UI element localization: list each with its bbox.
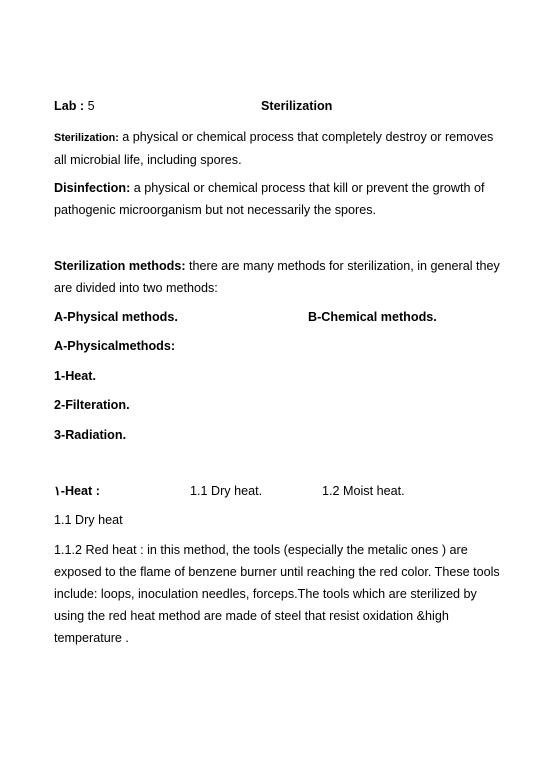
red-heat-paragraph: 1.1.2 Red heat : in this method, the tools (especially the metalic ones ) are exposed to the flame of benzene burner until reaching the red color. These tools include: loops, inoculation needles, forceps.The tools which are sterilized by using the red heat method are made of steel that resist oxidation &high temperature . (54, 543, 500, 645)
lab-header (54, 95, 95, 117)
heat-label: ١-Heat : (54, 484, 100, 498)
list-item: 2-Filteration. (54, 398, 130, 412)
dry-heat-subheading: 1.1 Dry heat (54, 513, 123, 527)
physical-methods-label: A-Physical methods. (54, 310, 178, 324)
methods-text: there are many methods for sterilization, in general they are divided into two methods: (54, 259, 500, 295)
lab-number: 5 (87, 99, 95, 113)
lab-label: Lab : (54, 99, 85, 113)
sterilization-methods (54, 255, 504, 299)
sterilization-definition (54, 126, 504, 171)
chemical-methods-label: B-Chemical methods. (308, 310, 437, 324)
dry-heat-label: 1.1 Dry heat. (190, 484, 263, 498)
disinfection-term: Disinfection: (54, 181, 131, 195)
list-item: 3-Radiation. (54, 428, 127, 442)
page-title: Sterilization (261, 99, 333, 113)
sterilization-text: a physical or chemical process that completely destroy or removes all microbial life, including spores. (54, 130, 494, 167)
sterilization-term: Sterilization: (54, 132, 119, 144)
physical-methods-heading: A-Physicalmethods: (54, 339, 176, 353)
disinfection-text: a physical or chemical process that kill or prevent the growth of pathogenic microorganism but not necessarily the spores. (54, 181, 485, 217)
moist-heat-label: 1.2 Moist heat. (322, 484, 405, 498)
methods-term: Sterilization methods: (54, 259, 186, 273)
list-item: 1-Heat. (54, 369, 96, 383)
disinfection-definition (54, 177, 504, 221)
